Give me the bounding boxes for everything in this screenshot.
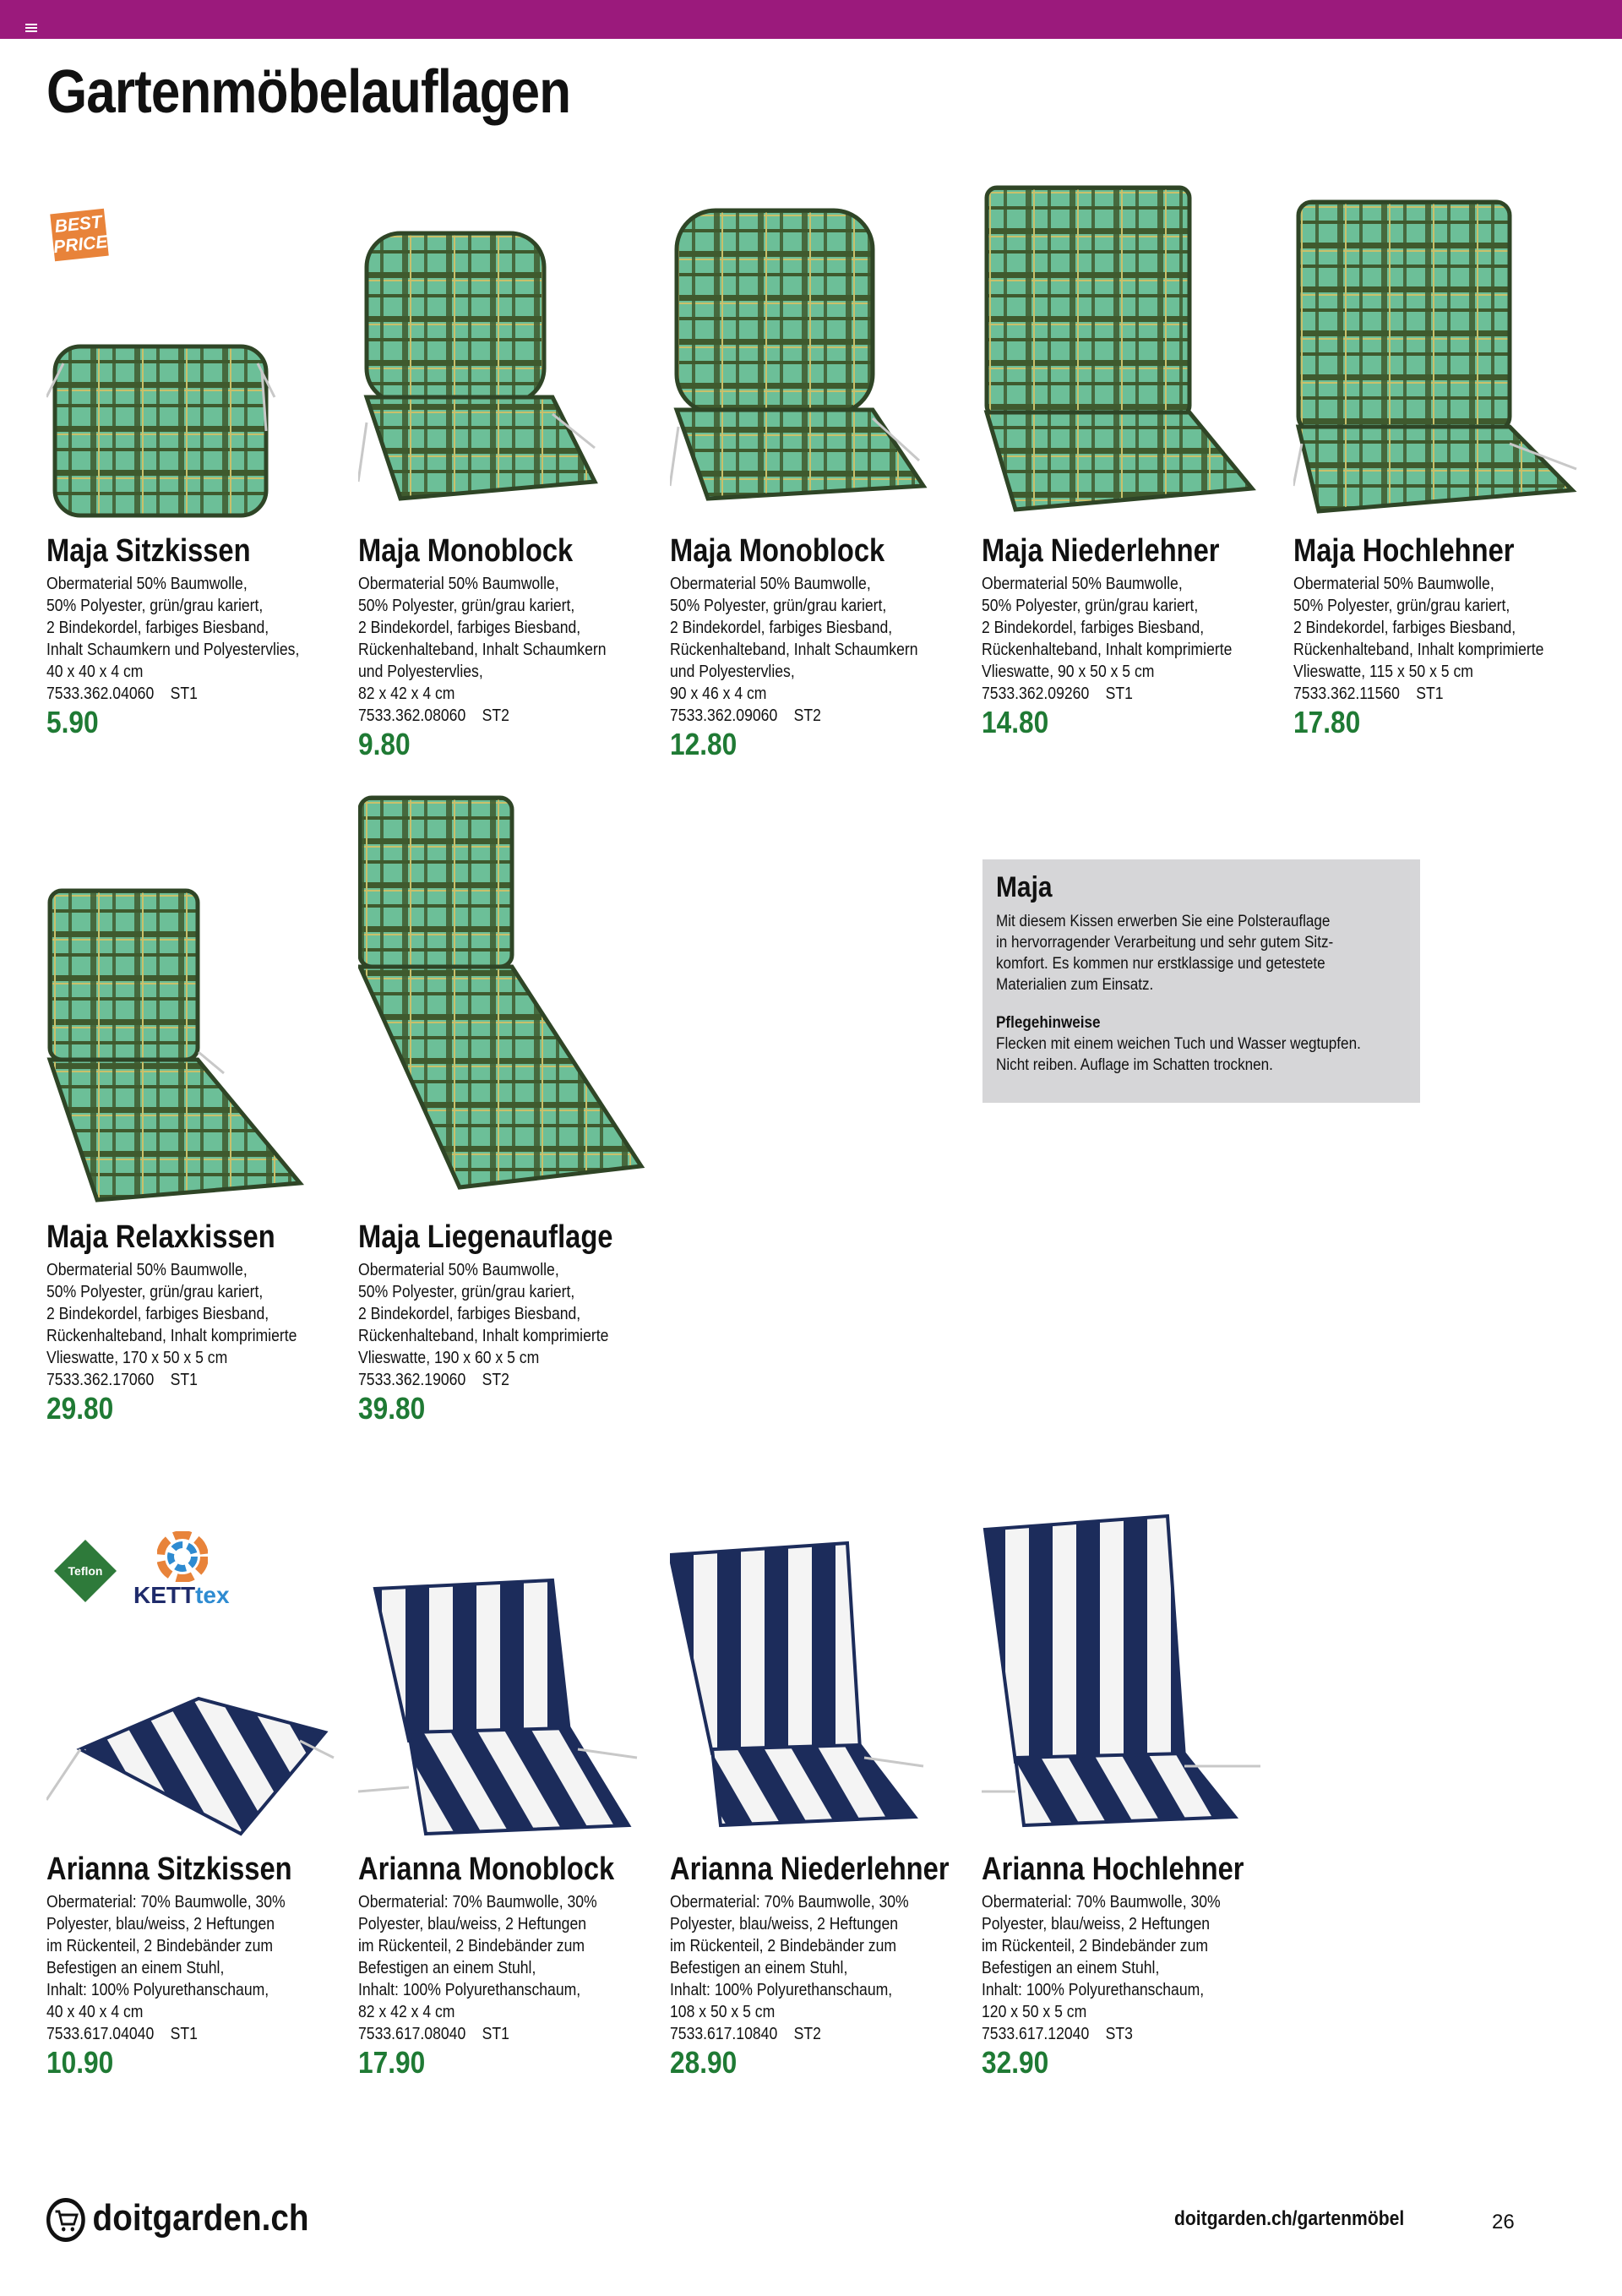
product-sku: 7533.362.08060 ST2 <box>358 706 509 725</box>
product-price: 28.90 <box>670 2045 738 2080</box>
page-title: Gartenmöbelauflagen <box>46 58 571 126</box>
cart-icon <box>46 2198 85 2242</box>
cushion-image <box>358 1572 662 1851</box>
product-name: Arianna Niederlehner <box>670 1852 950 1887</box>
product-card[interactable] <box>46 887 351 1426</box>
product-card[interactable] <box>46 1682 351 2081</box>
product-description: Obermaterial: 70% Baumwolle, 30% Polyester, blau/weiss, 2 Heftungen im Rückenteil, 2 Bindebänder zum Befestigen an einem Stuhl, Inhalt: 100% Polyurethanschaum, 82 x 42 x 4 cm <box>358 1893 597 2021</box>
product-price: 10.90 <box>46 2045 114 2080</box>
product-sku: 7533.617.12040 ST3 <box>982 2025 1133 2043</box>
product-card[interactable] <box>982 1513 1286 2081</box>
product-description: Obermaterial: 70% Baumwolle, 30% Polyester, blau/weiss, 2 Heftungen im Rückenteil, 2 Bindebänder zum Befestigen an einem Stuhl, Inhalt: 100% Polyurethanschaum, 120 x 50 x 5 cm <box>982 1893 1221 2021</box>
product-price: 17.80 <box>1293 705 1361 739</box>
cushion-image <box>46 887 351 1219</box>
brand-name: doitgarden.ch <box>92 2197 309 2239</box>
product-description: Obermaterial 50% Baumwolle, 50% Polyester, grün/grau kariert, 2 Bindekordel, farbiges Biesband, Rückenhalteband, Inhalt Schaumkern und Polyestervlies, 82 x 42 x 4 cm <box>358 575 607 703</box>
product-price: 5.90 <box>46 705 99 739</box>
product-price: 9.80 <box>358 727 411 761</box>
cushion-image <box>670 1538 974 1851</box>
product-sku: 7533.617.08040 ST1 <box>358 2025 509 2043</box>
product-name: Arianna Hochlehner <box>982 1852 1244 1887</box>
product-card[interactable] <box>670 207 974 762</box>
cushion-image <box>1293 199 1598 532</box>
top-bar <box>0 0 1622 39</box>
product-name: Maja Niederlehner <box>982 533 1220 569</box>
product-card[interactable] <box>46 338 351 740</box>
product-name: Arianna Monoblock <box>358 1852 615 1887</box>
product-card[interactable] <box>358 1572 662 2081</box>
product-sku: 7533.362.04060 ST1 <box>46 684 198 703</box>
product-name: Maja Monoblock <box>670 533 885 569</box>
cushion-image <box>358 228 662 532</box>
cushion-image <box>982 1513 1286 1851</box>
product-card[interactable] <box>670 1538 974 2081</box>
page-number: 26 <box>1492 2211 1515 2233</box>
product-price: 39.80 <box>358 1391 426 1426</box>
product-name: Maja Liegenauflage <box>358 1219 613 1255</box>
product-sku: 7533.362.09260 ST1 <box>982 684 1133 703</box>
product-description: Obermaterial: 70% Baumwolle, 30% Polyester, blau/weiss, 2 Heftungen im Rückenteil, 2 Bindebänder zum Befestigen an einem Stuhl, Inhalt: 100% Polyurethanschaum, 108 x 50 x 5 cm <box>670 1893 909 2021</box>
menu-icon[interactable] <box>25 24 37 32</box>
product-description: Obermaterial 50% Baumwolle, 50% Polyester, grün/grau kariert, 2 Bindekordel, farbiges Biesband, Inhalt Schaumkern und Polyestervlies, 40 x 40 x 4 cm <box>46 575 300 681</box>
product-price: 14.80 <box>982 705 1049 739</box>
care-text: Flecken mit einem weichen Tuch und Wasser wegtupfen. Nicht reiben. Auflage im Schatten trocknen. <box>996 1035 1361 1074</box>
product-sku: 7533.362.17060 ST1 <box>46 1371 198 1389</box>
cushion-image <box>46 338 351 532</box>
product-price: 12.80 <box>670 727 738 761</box>
cushion-image <box>982 184 1286 532</box>
product-description: Obermaterial: 70% Baumwolle, 30% Polyester, blau/weiss, 2 Heftungen im Rückenteil, 2 Bindebänder zum Befestigen an einem Stuhl, Inhalt: 100% Polyurethanschaum, 40 x 40 x 4 cm <box>46 1893 286 2021</box>
product-price: 29.80 <box>46 1391 114 1426</box>
product-description: Obermaterial 50% Baumwolle, 50% Polyester, grün/grau kariert, 2 Bindekordel, farbiges Biesband, Rückenhalteband, Inhalt komprimierte Vlieswatte, 90 x 50 x 5 cm <box>982 575 1233 681</box>
product-sku: 7533.362.19060 ST2 <box>358 1371 509 1389</box>
footer-url-link[interactable]: doitgarden.ch/gartenmöbel <box>1174 2207 1405 2230</box>
best-price-badge: BEST PRICE <box>50 209 109 261</box>
product-name: Maja Hochlehner <box>1293 533 1515 569</box>
cushion-image <box>358 794 662 1219</box>
product-card[interactable] <box>358 794 662 1426</box>
product-sku: 7533.362.09060 ST2 <box>670 706 821 725</box>
svg-text:Teflon: Teflon <box>68 1564 103 1578</box>
product-name: Maja Relaxkissen <box>46 1219 275 1255</box>
product-name: Maja Monoblock <box>358 533 574 569</box>
cushion-image <box>46 1682 351 1851</box>
info-text: Mit diesem Kissen erwerben Sie eine Polsterauflage in hervorragender Verarbeitung und sehr gutem Sitz- komfort. Es kommen nur erstklassige und getestete Materialien zum Einsatz. <box>996 913 1334 994</box>
kettex-logo: KETTtex <box>133 1531 235 1607</box>
info-title: Maja <box>996 871 1053 903</box>
product-sku: 7533.617.04040 ST1 <box>46 2025 198 2043</box>
care-title: Pflegehinweise <box>996 1014 1101 1032</box>
info-box <box>982 859 1420 1103</box>
product-name: Maja Sitzkissen <box>46 533 251 569</box>
product-card[interactable] <box>358 228 662 762</box>
product-description: Obermaterial 50% Baumwolle, 50% Polyester, grün/grau kariert, 2 Bindekordel, farbiges Biesband, Rückenhalteband, Inhalt komprimierte Vlieswatte, 115 x 50 x 5 cm <box>1293 575 1544 681</box>
brand-logo[interactable] <box>46 2197 309 2242</box>
product-description: Obermaterial 50% Baumwolle, 50% Polyester, grün/grau kariert, 2 Bindekordel, farbiges Biesband, Rückenhalteband, Inhalt komprimierte Vlieswatte, 190 x 60 x 5 cm <box>358 1261 609 1367</box>
cushion-image <box>670 207 974 532</box>
teflon-logo <box>52 1538 118 1604</box>
product-description: Obermaterial 50% Baumwolle, 50% Polyester, grün/grau kariert, 2 Bindekordel, farbiges Biesband, Rückenhalteband, Inhalt Schaumkern und Polyestervlies, 90 x 46 x 4 cm <box>670 575 918 703</box>
product-sku: 7533.617.10840 ST2 <box>670 2025 821 2043</box>
product-price: 32.90 <box>982 2045 1049 2080</box>
product-name: Arianna Sitzkissen <box>46 1852 292 1887</box>
product-description: Obermaterial 50% Baumwolle, 50% Polyester, grün/grau kariert, 2 Bindekordel, farbiges Biesband, Rückenhalteband, Inhalt komprimierte Vlieswatte, 170 x 50 x 5 cm <box>46 1261 297 1367</box>
product-card[interactable] <box>1293 199 1598 740</box>
product-sku: 7533.362.11560 ST1 <box>1293 684 1444 703</box>
product-price: 17.90 <box>358 2045 426 2080</box>
product-card[interactable] <box>982 184 1286 740</box>
